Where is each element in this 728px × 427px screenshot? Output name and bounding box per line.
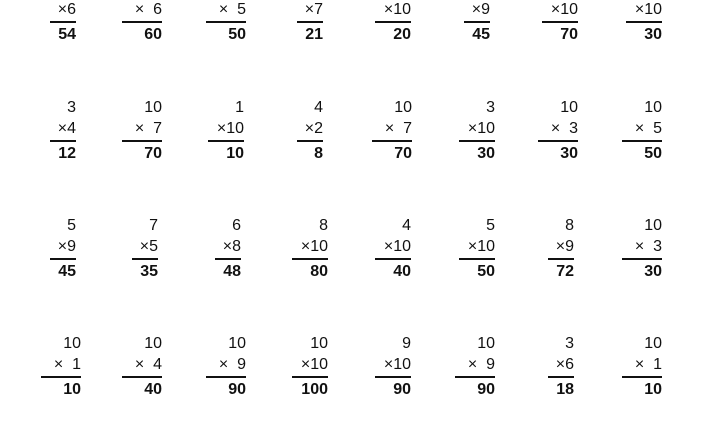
problem-r3-c2 [132, 215, 158, 282]
problem-r3-c3 [215, 215, 241, 282]
problem-r2-c4 [297, 97, 323, 164]
problem-r4-c2 [122, 333, 162, 400]
problem-r2-c1 [50, 97, 76, 164]
multiplier: ×7 [297, 0, 323, 23]
multiplier: × 7 [122, 118, 162, 142]
multiplicand: 3 [565, 335, 574, 352]
multiplier: ×8 [215, 236, 241, 260]
product: 10 [63, 381, 81, 398]
multiplicand: 10 [144, 335, 162, 352]
problem-r1-c2 [122, 0, 162, 45]
problem-r2-c7 [538, 97, 578, 164]
multiplicand: 10 [560, 99, 578, 116]
product: 30 [644, 263, 662, 280]
multiplier: ×10 [626, 0, 662, 23]
multiplier: ×9 [548, 236, 574, 260]
multiplier: ×6 [548, 354, 574, 378]
multiplier: ×10 [375, 0, 411, 23]
multiplier: ×2 [297, 118, 323, 142]
product: 45 [472, 26, 490, 43]
product: 54 [58, 26, 76, 43]
product: 21 [305, 26, 323, 43]
product: 40 [144, 381, 162, 398]
multiplicand: 6 [232, 217, 241, 234]
problem-r1-c5 [375, 0, 411, 45]
multiplier: × 6 [122, 0, 162, 23]
product: 50 [477, 263, 495, 280]
multiplicand: 8 [319, 217, 328, 234]
multiplier: × 7 [372, 118, 412, 142]
problem-r2-c6 [459, 97, 495, 164]
multiplier: ×10 [459, 236, 495, 260]
problem-r4-c8 [622, 333, 662, 400]
multiplicand: 10 [644, 99, 662, 116]
product: 20 [393, 26, 411, 43]
product: 90 [393, 381, 411, 398]
product: 8 [314, 145, 323, 162]
product: 60 [144, 26, 162, 43]
problem-r1-c4 [297, 0, 323, 45]
multiplier: ×9 [50, 236, 76, 260]
multiplier: ×10 [375, 354, 411, 378]
multiplicand: 5 [67, 217, 76, 234]
multiplicand: 10 [310, 335, 328, 352]
multiplier: × 1 [41, 354, 81, 378]
problem-r1-c1 [50, 0, 76, 45]
multiplicand: 7 [149, 217, 158, 234]
problem-r3-c1 [50, 215, 76, 282]
product: 72 [556, 263, 574, 280]
problem-r2-c8 [622, 97, 662, 164]
multiplicand: 10 [644, 217, 662, 234]
problem-r4-c3 [206, 333, 246, 400]
multiplier: ×9 [464, 0, 490, 23]
problem-r2-c3 [208, 97, 244, 164]
problem-r2-c5 [372, 97, 412, 164]
multiplier: ×10 [375, 236, 411, 260]
product: 30 [644, 26, 662, 43]
product: 90 [477, 381, 495, 398]
problem-r3-c4 [292, 215, 328, 282]
product: 10 [226, 145, 244, 162]
multiplicand: 5 [486, 217, 495, 234]
problem-r4-c6 [455, 333, 495, 400]
multiplicand: 1 [235, 99, 244, 116]
problem-r4-c4 [292, 333, 328, 400]
multiplier: × 5 [622, 118, 662, 142]
multiplier: ×10 [208, 118, 244, 142]
multiplier: ×10 [459, 118, 495, 142]
multiplier: × 5 [206, 0, 246, 23]
product: 30 [477, 145, 495, 162]
product: 18 [556, 381, 574, 398]
multiplier: × 9 [206, 354, 246, 378]
product: 35 [140, 263, 158, 280]
product: 50 [228, 26, 246, 43]
product: 30 [560, 145, 578, 162]
problem-r2-c2 [122, 97, 162, 164]
product: 70 [394, 145, 412, 162]
multiplicand: 9 [402, 335, 411, 352]
problem-r3-c5 [375, 215, 411, 282]
multiplicand: 10 [144, 99, 162, 116]
product: 45 [58, 263, 76, 280]
product: 48 [223, 263, 241, 280]
product: 80 [310, 263, 328, 280]
problem-r1-c3 [206, 0, 246, 45]
problem-r3-c7 [548, 215, 574, 282]
multiplicand: 10 [477, 335, 495, 352]
problem-r1-c6 [464, 0, 490, 45]
multiplier: × 3 [538, 118, 578, 142]
multiplier: ×10 [292, 354, 328, 378]
multiplier: × 9 [455, 354, 495, 378]
multiplier: ×5 [132, 236, 158, 260]
product: 70 [144, 145, 162, 162]
problem-r4-c1 [41, 333, 81, 400]
multiplicand: 8 [565, 217, 574, 234]
multiplier: ×10 [542, 0, 578, 23]
problem-r3-c6 [459, 215, 495, 282]
multiplicand: 10 [63, 335, 81, 352]
multiplicand: 3 [67, 99, 76, 116]
multiplier: ×4 [50, 118, 76, 142]
product: 90 [228, 381, 246, 398]
problem-r4-c7 [548, 333, 574, 400]
multiplicand: 4 [402, 217, 411, 234]
multiplier: × 4 [122, 354, 162, 378]
product: 50 [644, 145, 662, 162]
product: 70 [560, 26, 578, 43]
problem-r3-c8 [622, 215, 662, 282]
multiplicand: 10 [644, 335, 662, 352]
multiplier: ×10 [292, 236, 328, 260]
problem-r4-c5 [375, 333, 411, 400]
product: 12 [58, 145, 76, 162]
multiplicand: 4 [314, 99, 323, 116]
multiplicand: 3 [486, 99, 495, 116]
problem-r1-c8 [626, 0, 662, 45]
multiplier: × 3 [622, 236, 662, 260]
multiplier: ×6 [50, 0, 76, 23]
product: 10 [644, 381, 662, 398]
multiplier: × 1 [622, 354, 662, 378]
multiplicand: 10 [228, 335, 246, 352]
multiplicand: 10 [394, 99, 412, 116]
problem-r1-c7 [542, 0, 578, 45]
product: 100 [301, 381, 328, 398]
product: 40 [393, 263, 411, 280]
